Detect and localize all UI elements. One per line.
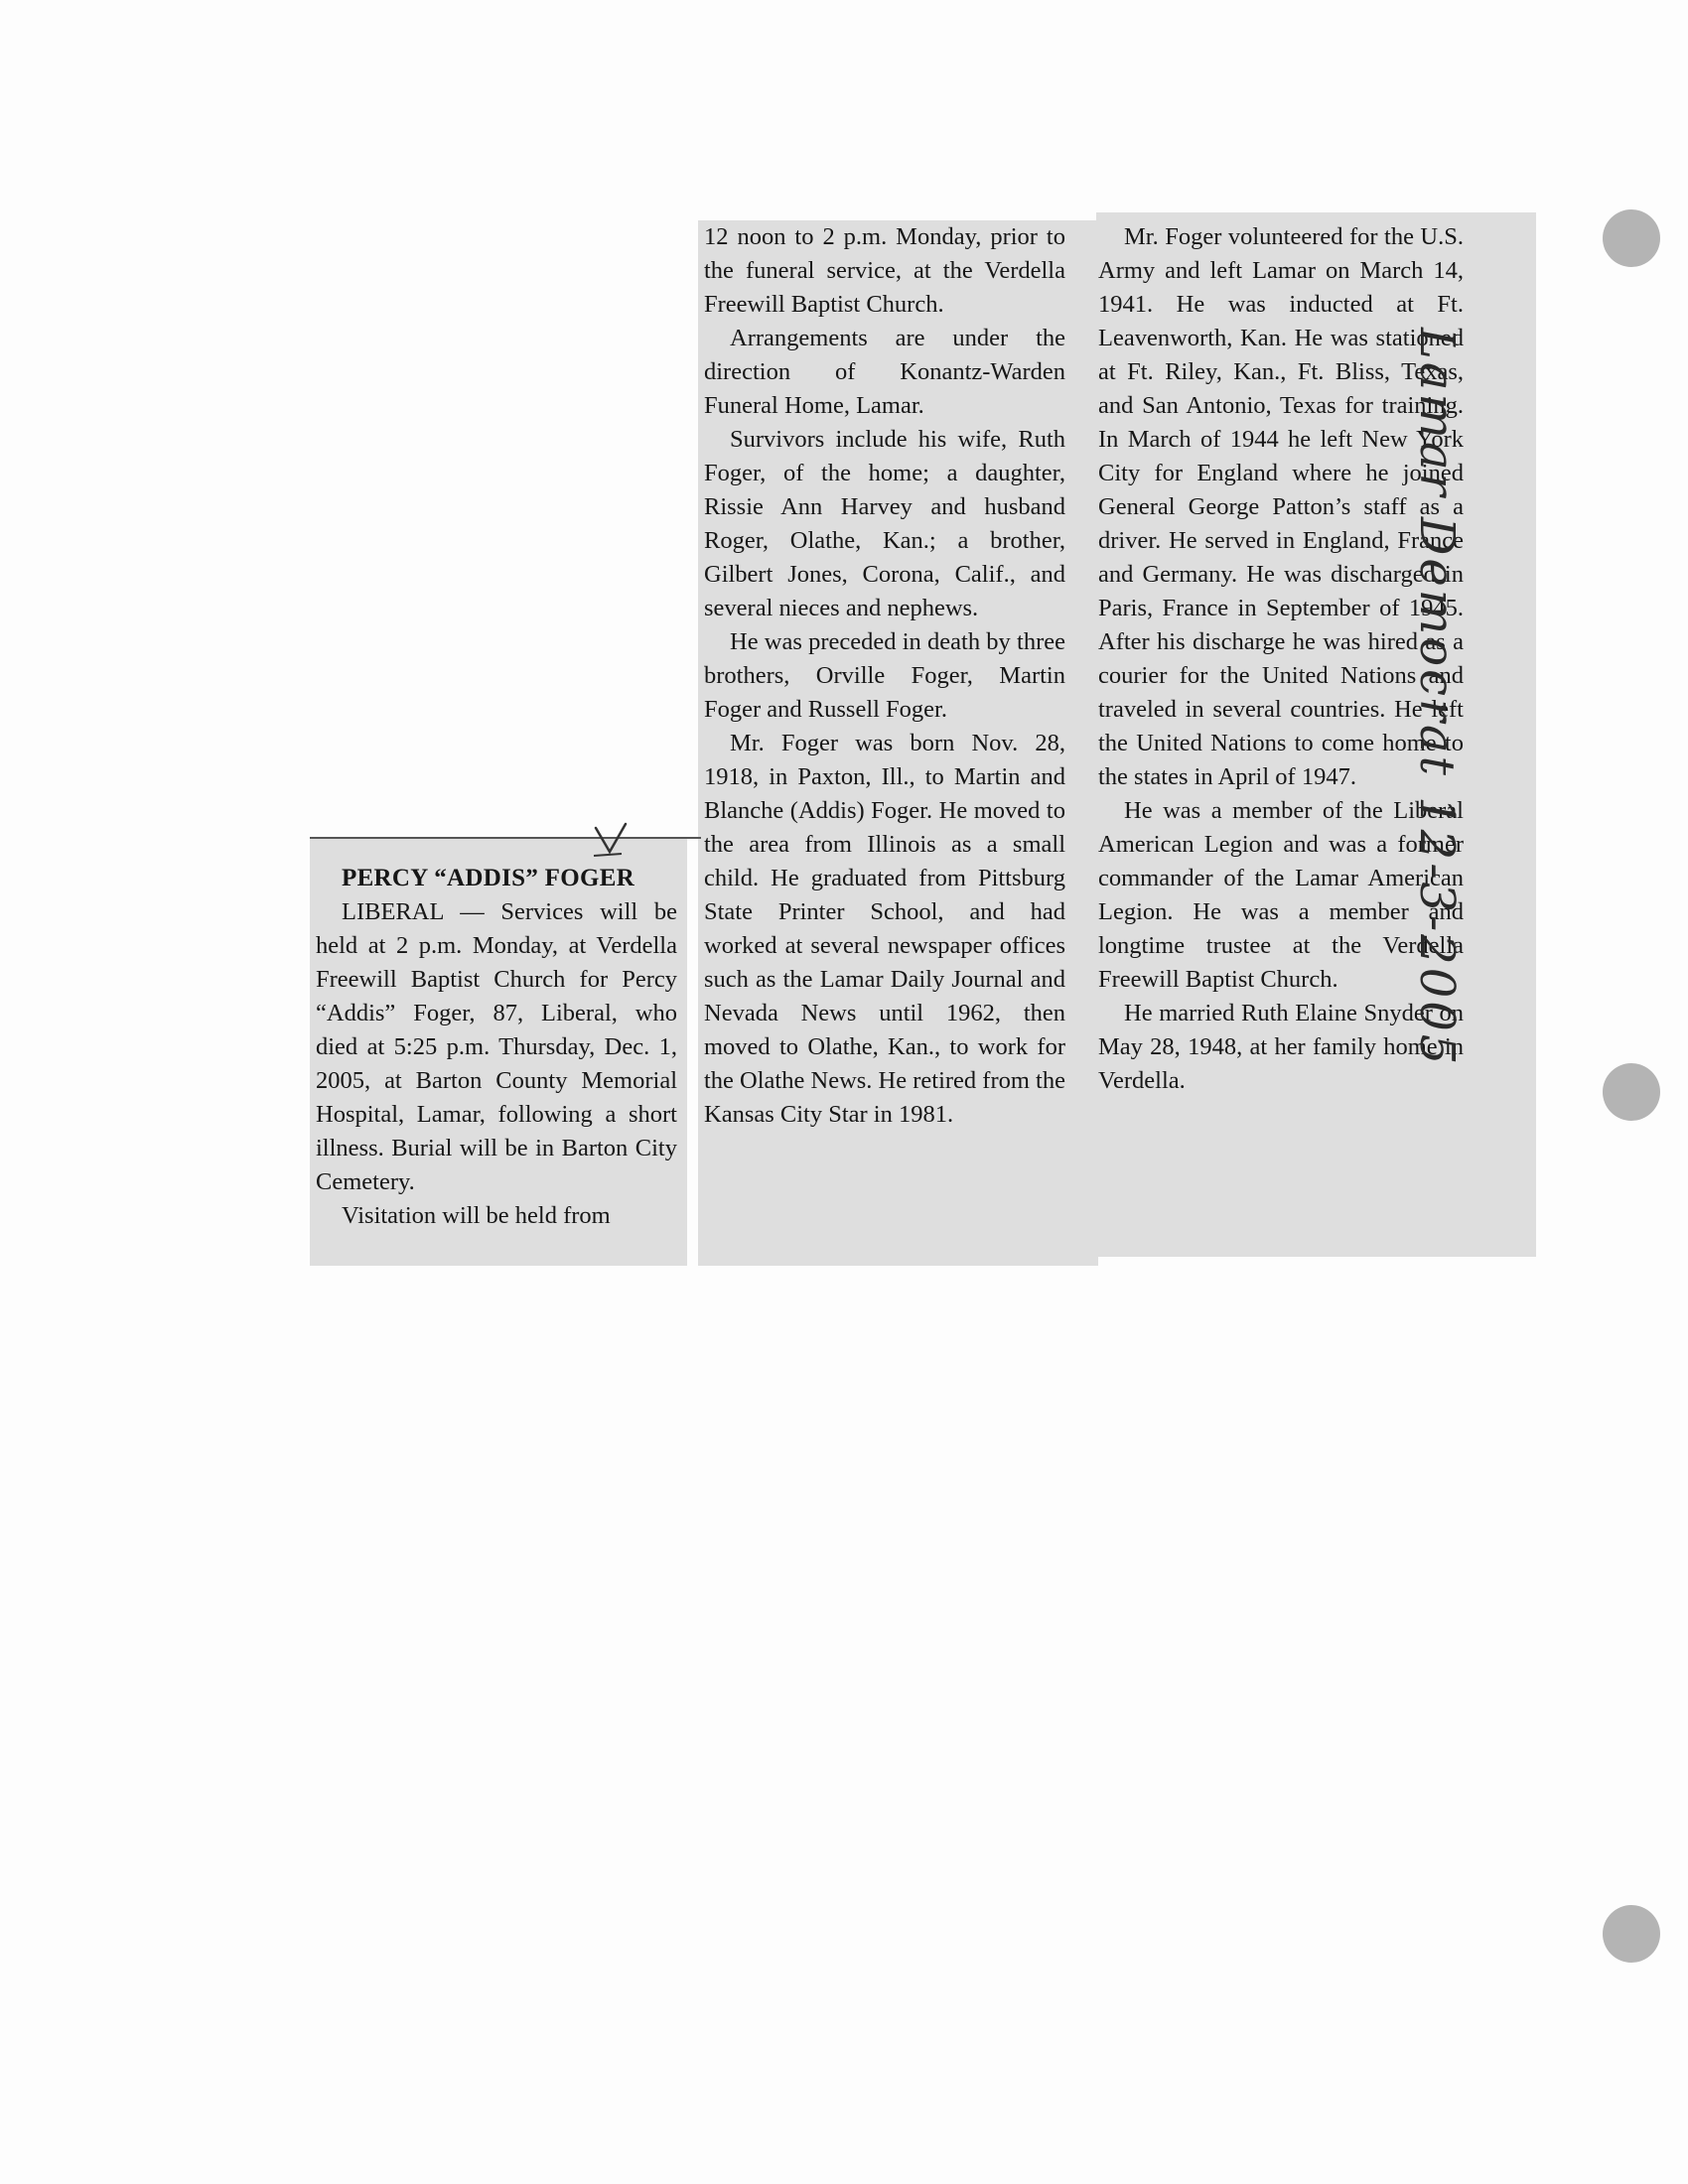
obituary-column-left	[316, 862, 677, 1233]
bleed-through-text	[369, 24, 697, 778]
obituary-paragraph: Mr. Foger was born Nov. 28, 1918, in Paxton, Ill., to Martin and Blanche (Addis) Foger. He moved to the area from Illinois as a small child. He graduated from Pittsburg State Printer School, and had worked at several newspaper offices such as the Lamar Daily Journal and Nevada News until 1962, then moved to Olathe, Kan., to work for the Olathe News. He retired from the Kansas City Star in 1981.	[704, 730, 1065, 1128]
punch-hole-icon	[1603, 1063, 1660, 1121]
obituary-paragraph: LIBERAL — Services will be held at 2 p.m. Monday, at Verdella Freewill Baptist Church for Percy “Addis” Foger, 87, Liberal, who died at 5:25 p.m. Thursday, Dec. 1, 2005, at Barton County Memorial Hospital, Lamar, following a short illness. Burial will be in Barton City Cemetery.	[316, 898, 677, 1195]
obituary-paragraph: Mr. Foger volunteered for the U.S. Army and left Lamar on March 14, 1941. He was inducted at Ft. Leavenworth, Kan. He was stationed at Ft. Riley, Kan., Ft. Bliss, Texas, and San Antonio, Texas for training. In March of 1944 he left New York City for England where he joined General George Patton’s staff as a driver. He served in England, France and Germany. He was discharged in Paris, France in September of 1945. After his discharge he was hired as a courier for the United Nations and traveled in several countries. He left the United Nations to come home to the states in April of 1947.	[1098, 223, 1464, 790]
obituary-column-middle	[704, 220, 1065, 1132]
obituary-paragraph: He was preceded in death by three brothers, Orville Foger, Martin Foger and Russell Foger.	[704, 628, 1065, 723]
obituary-paragraph: Visitation will be held from	[342, 1202, 611, 1229]
punch-hole-icon	[1603, 1905, 1660, 1963]
handwritten-source-date-note: Lamar Democrat 12-3-2005	[1409, 328, 1465, 1068]
bleed-through-text	[755, 24, 1082, 203]
obituary-paragraph: 12 noon to 2 p.m. Monday, prior to the funeral service, at the Verdella Freewill Baptist Church.	[704, 223, 1065, 318]
obituary-headline: PERCY “ADDIS” FOGER	[342, 865, 635, 891]
obituary-paragraph: Arrangements are under the direction of Konantz-Warden Funeral Home, Lamar.	[704, 325, 1065, 419]
obituary-paragraph: Survivors include his wife, Ruth Foger, of the home; a daughter, Rissie Ann Harvey and husband Roger, Olathe, Kan.; a brother, Gilbert Jones, Corona, Calif., and several nieces and nephews.	[704, 426, 1065, 621]
check-mark-icon	[592, 820, 632, 860]
obituary-paragraph: He married Ruth Elaine Snyder on May 28, 1948, at her family home in Verdella.	[1098, 1000, 1464, 1094]
punch-hole-icon	[1603, 209, 1660, 267]
column-rule	[310, 837, 701, 839]
obituary-paragraph: He was a member of the Liberal American Legion and was a former commander of the Lamar American Legion. He was a member and longtime trustee at the Verdella Freewill Baptist Church.	[1098, 797, 1464, 993]
